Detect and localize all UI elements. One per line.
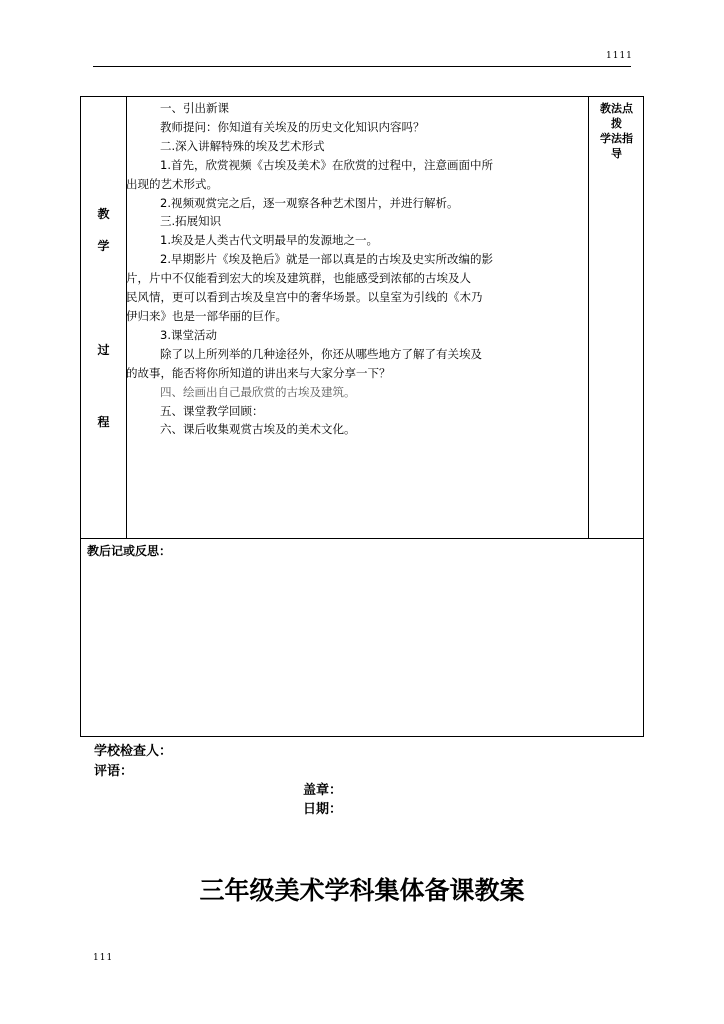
header-page-code: 1111 bbox=[606, 51, 633, 61]
content-line: 除了以上所列举的几种途径外，你还从哪些地方了解了有关埃及 bbox=[160, 346, 482, 361]
date-label: 日期： bbox=[303, 802, 343, 817]
content-line: 三.拓展知识 bbox=[160, 214, 222, 229]
content-line: 一、引出新课 bbox=[160, 101, 229, 115]
process-label-char: 程 bbox=[97, 415, 110, 429]
content-line: 1.首先，欣赏视频《古埃及美术》在欣赏的过程中，注意画面中所 bbox=[160, 157, 493, 172]
content-line: 1.埃及是人类古代文明最早的发源地之一。 bbox=[160, 233, 378, 248]
content-line: 民风情，更可以看到古埃及皇宫中的奢华场景。以皇室为引线的《木乃 bbox=[126, 290, 483, 305]
content-line: 五、课堂教学回顾： bbox=[160, 403, 264, 418]
content-line: 六、课后收集观赏古埃及的美术文化。 bbox=[160, 422, 356, 437]
process-label-char: 学 bbox=[97, 239, 110, 253]
content-line: 四、绘画出自己最欣赏的古埃及建筑。 bbox=[160, 384, 356, 399]
lesson-process-table bbox=[80, 96, 644, 539]
inspector-label: 学校检查人： bbox=[94, 744, 173, 759]
content-line: 二.深入讲解特殊的埃及艺术形式 bbox=[160, 138, 325, 153]
content-line: 出现的艺术形式。 bbox=[126, 176, 218, 191]
header-rule bbox=[93, 66, 631, 67]
content-line: 教师提问：你知道有关埃及的历史文化知识内容吗？ bbox=[160, 119, 425, 134]
content-line: 2.视频观赏完之后，逐一观察各种艺术图片，并进行解析。 bbox=[160, 195, 459, 210]
reflection-box bbox=[80, 538, 644, 737]
method-label-line: 教法点 bbox=[600, 102, 633, 115]
method-guidance-label bbox=[589, 101, 644, 161]
content-line: 2.早期影片《埃及艳后》就是一部以真是的古埃及史实所改编的影 bbox=[160, 252, 493, 267]
process-label-char: 教 bbox=[97, 207, 110, 221]
content-line: 伊归来》也是一部华丽的巨作。 bbox=[126, 308, 287, 323]
comment-label: 评语： bbox=[94, 764, 134, 779]
method-label-line: 拨 bbox=[611, 117, 622, 130]
method-label-line: 导 bbox=[611, 147, 622, 160]
column-divider-right bbox=[588, 97, 589, 538]
seal-label: 盖章： bbox=[303, 783, 343, 798]
content-line: 3.课堂活动 bbox=[160, 327, 217, 342]
footer-page-code: 111 bbox=[93, 953, 114, 963]
reflection-label: 教后记或反思： bbox=[87, 544, 172, 558]
method-label-line: 学法指 bbox=[600, 132, 633, 145]
lesson-content bbox=[126, 99, 582, 439]
content-line: 片，片中不仅能看到宏大的埃及建筑群，也能感受到浓郁的古埃及人 bbox=[126, 271, 471, 286]
document-title: 三年级美术学科集体备课教案 bbox=[199, 876, 525, 905]
process-label-char: 过 bbox=[97, 343, 110, 357]
content-line: 的故事，能否将你所知道的讲出来与大家分享一下？ bbox=[126, 365, 391, 380]
